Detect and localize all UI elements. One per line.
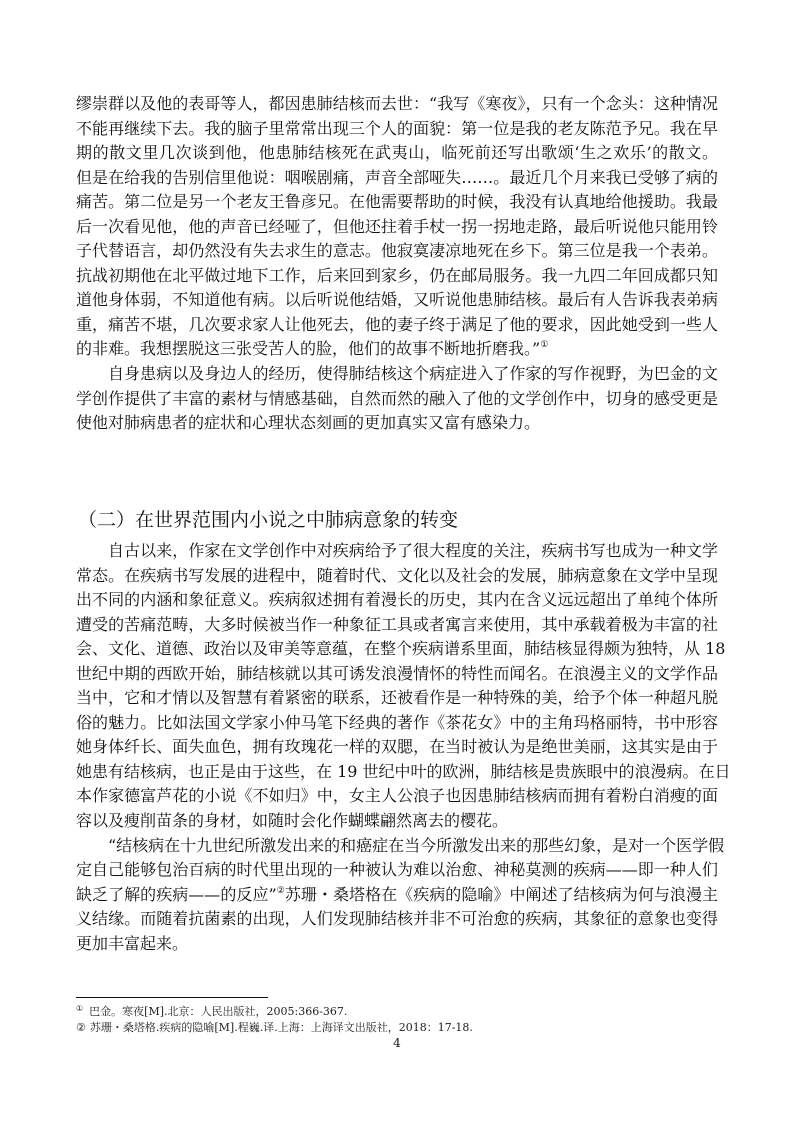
footnote-ref-2[interactable]: ② [276, 885, 285, 896]
text-span: 苏珊・桑塔格在《疾病的隐喻》中阐述了结核病为何与浪漫主 [284, 884, 718, 904]
text-line: 她患有结核病，也正是由于这些，在 19 世纪中叶的欧洲，肺结核是贵族眼中的浪漫病。在日 [76, 761, 731, 781]
footnote-ref-1[interactable]: ① [540, 340, 549, 351]
footnote-mark: ② [76, 1021, 86, 1034]
footnote-text: 苏珊・桑塔格.疾病的隐喻[M].程巍.译.上海：上海译文出版社，2018：17-18. [89, 1021, 473, 1034]
text-line: 痛苦。第二位是另一个老友王鲁彦兄。在他需要帮助的时候，我没有认真地给他援助。我最 [76, 192, 718, 212]
text-line: 遭受的苦痛范畴，大多时候被当作一种象征工具或者寓言来使用，其中承载着极为丰富的社 [76, 614, 718, 634]
text-span: 缺乏了解的疾病——的反应” [76, 884, 277, 904]
paragraph-quote-bajin [76, 92, 718, 436]
text-span: 的非难。我想摆脱这三张受苦人的脸，他们的故事不断地折磨我。” [76, 339, 541, 359]
text-line [76, 883, 718, 908]
text-line: 常态。在疾病书写发展的进程中，随着时代、文化以及社会的发展，肺病意象在文学中呈现 [76, 565, 718, 585]
text-line: 自古以来，作家在文学创作中对疾病给予了很大程度的关注，疾病书写也成为一种文学 [108, 541, 718, 560]
text-line: 更加丰富起来。 [76, 933, 189, 953]
text-line: 缪崇群以及他的表哥等人，都因患肺结核而去世：“我写《寒夜》，只有一个念头：这种情况 [76, 94, 718, 113]
footnote-mark: ① [76, 1004, 84, 1013]
text-line: 容以及瘦削苗条的身材，如随时会化作蝴蝶翩然离去的樱花。 [76, 811, 509, 831]
text-line: 抗战初期他在北平做过地下工作，后来回到家乡，仍在邮局服务。我一九四二年回成都只知 [76, 265, 718, 285]
text-line: 学创作提供了丰富的素材与情感基础，自然而然的融入了他的文学创作中，切身的感受更是 [76, 388, 718, 408]
text-line: 义结缘。而随着抗菌素的出现，人们发现肺结核并非不可治愈的疾病，其象征的意象也变得 [76, 909, 718, 929]
text-line: “结核病在十九世纪所激发出来的和癌症在当今所激发出来的那些幻象，是对一个医学假 [108, 835, 725, 855]
text-line: 重，痛苦不堪，几次要求家人让他死去，他的妻子终于满足了他的要求，因此她受到一些人 [76, 314, 718, 334]
section-heading: （二）在世界范围内小说之中肺病意象的转变 [78, 509, 459, 531]
text-line: 但是在给我的告别信里他说：咽喉剧痛，声音全部哑失……。最近几个月来我已受够了病的 [76, 167, 718, 187]
footnote-2 [76, 1018, 473, 1037]
text-line [76, 337, 718, 362]
text-line: 定自己能够包治百病的时代里出现的一种被认为难以治愈、神秘莫测的疾病——即一种人们 [76, 860, 718, 880]
page-number: 4 [393, 1036, 401, 1050]
text-line: 她身体纤长、面失血色，拥有玫瑰花一样的双腮，在当时被认为是绝世美丽，这其实是由于 [76, 737, 718, 757]
text-line: 世纪中期的西欧开始，肺结核就以其可诱发浪漫情怀的特性而闻名。在浪漫主义的文学作品 [76, 663, 718, 683]
text-line: 期的散文里几次谈到他，他患肺结核死在武夷山，临死前还写出歌颂‘生之欢乐’的散文。 [76, 143, 718, 163]
text-line: 会、文化、道德、政治以及审美等意蕴，在整个疾病谱系里面，肺结核显得颇为独特，从 18 [76, 639, 726, 659]
text-line: 子代替语言，却仍然没有失去求生的意志。他寂寞凄凉地死在乡下。第三位是我一个表弟。 [76, 241, 718, 261]
text-line: 俗的魅力。比如法国文学家小仲马笔下经典的著作《茶花女》中的主角玛格丽特，书中形容 [76, 712, 718, 732]
footnote-text: 巴金。寒夜[M].北京：人民出版社，2005:366-367. [89, 1005, 348, 1018]
text-line: 后一次看见他，他的声音已经哑了，但他还拄着手杖一拐一拐地走路，最后听说他只能用铃 [76, 216, 718, 236]
footnote-separator [76, 997, 268, 998]
text-line: 当中，它和才情以及智慧有着紧密的联系，还被看作是一种特殊的美，给予个体一种超凡脱 [76, 688, 718, 708]
paragraph-tuberculosis-history [76, 539, 731, 956]
text-line: 道他身体弱，不知道他有病。以后听说他结婚，又听说他患肺结核。最后有人告诉我表弟病 [76, 290, 718, 310]
text-line: 不能再继续下去。我的脑子里常常出现三个人的面貌：第一位是我的老友陈范予兄。我在早 [76, 118, 718, 138]
text-line: 使他对肺病患者的症状和心理状态刻画的更加真实又富有感染力。 [76, 413, 541, 433]
text-line: 本作家德富芦花的小说《不如归》中，女主人公浪子也因患肺结核病而拥有着粉白消瘦的面 [76, 786, 718, 806]
footnotes [76, 999, 473, 1037]
footnote-1 [76, 999, 473, 1018]
text-line: 出不同的内涵和象征意义。疾病叙述拥有着漫长的历史，其内在含义远远超出了单纯个体所 [76, 590, 718, 610]
text-line: 自身患病以及身边人的经历，使得肺结核这个病症进入了作家的写作视野，为巴金的文 [108, 364, 718, 384]
